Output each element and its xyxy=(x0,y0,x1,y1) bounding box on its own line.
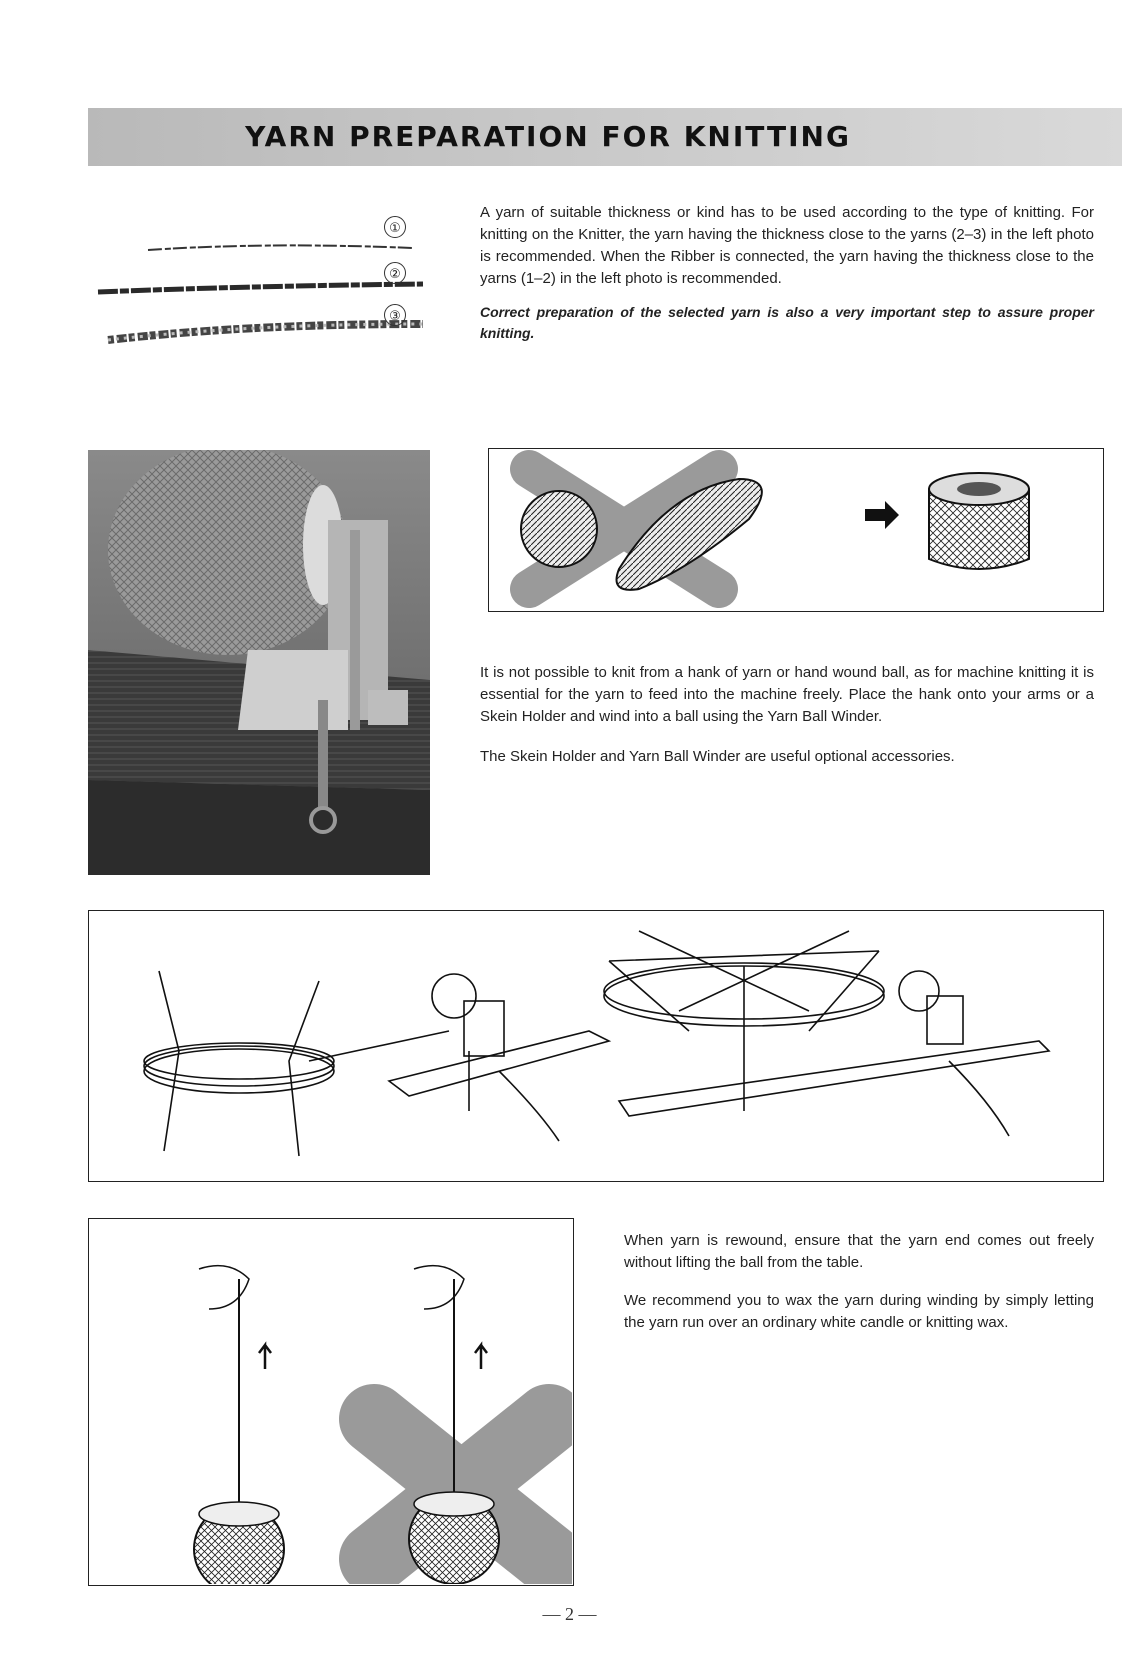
intro-text xyxy=(480,202,1094,356)
yarn-end-illustration xyxy=(88,1218,574,1586)
right-arm xyxy=(289,981,319,1156)
yarn-end-graphic xyxy=(89,1219,572,1584)
hand-wound-ball xyxy=(521,491,597,567)
rewound-section-text xyxy=(624,1230,1094,1346)
header-band xyxy=(88,108,1122,166)
skein-holder xyxy=(604,931,1049,1116)
page-number: — 2 — xyxy=(542,1604,597,1624)
intro-paragraph: A yarn of suitable thickness or kind has to be used according to the type of knitting. For knitting on the Knitter, the yarn having the thickness close to the yarns (2–3) in the left photo is recommended. When the Ribber is connected, the yarn having the thickness close to the yarns (1–2) in the left photo is recommended. xyxy=(480,204,1094,287)
yarn-samples xyxy=(88,212,428,362)
page-title: YARN PREPARATION FOR KNITTING xyxy=(245,120,851,153)
yarn-strands-illustration xyxy=(88,212,428,362)
yarn-label-3: ③ xyxy=(384,304,406,326)
rewound-paragraph-1: When yarn is rewound, ensure that the yarn end comes out freely without lifting the ball from the table. xyxy=(624,1232,1094,1271)
hank-section-text xyxy=(480,662,1094,780)
winding-methods-graphic xyxy=(89,911,1102,1180)
hank-paragraph-1: It is not possible to knit from a hank of yarn or hand wound ball, as for machine knitting it is essential for the yarn to feed into the machine freely. Place the hank onto your arms or a Skein Holder and wind into a ball using the Yarn Ball Winder. xyxy=(480,664,1094,725)
arrow-right-icon xyxy=(865,501,899,529)
intro-note: Correct preparation of the selected yarn is also a very important step to assure proper knitting. xyxy=(480,304,1094,341)
hank-paragraph-2: The Skein Holder and Yarn Ball Winder are useful optional accessories. xyxy=(480,748,955,765)
hank-to-cone-graphic xyxy=(489,449,1102,610)
winder-photo-graphic xyxy=(88,450,430,875)
hank-to-ball-illustration xyxy=(488,448,1104,612)
yarn-label-2: ② xyxy=(384,262,406,284)
yarn-ball-winder-photo xyxy=(88,450,430,875)
correct-method xyxy=(194,1266,284,1584)
yarn-label-1: ① xyxy=(384,216,406,238)
winding-methods-illustration xyxy=(88,910,1104,1182)
left-arm xyxy=(159,971,179,1151)
rewound-paragraph-2: We recommend you to wax the yarn during winding by simply letting the yarn run over an ordinary white candle or knitting wax. xyxy=(624,1292,1094,1331)
